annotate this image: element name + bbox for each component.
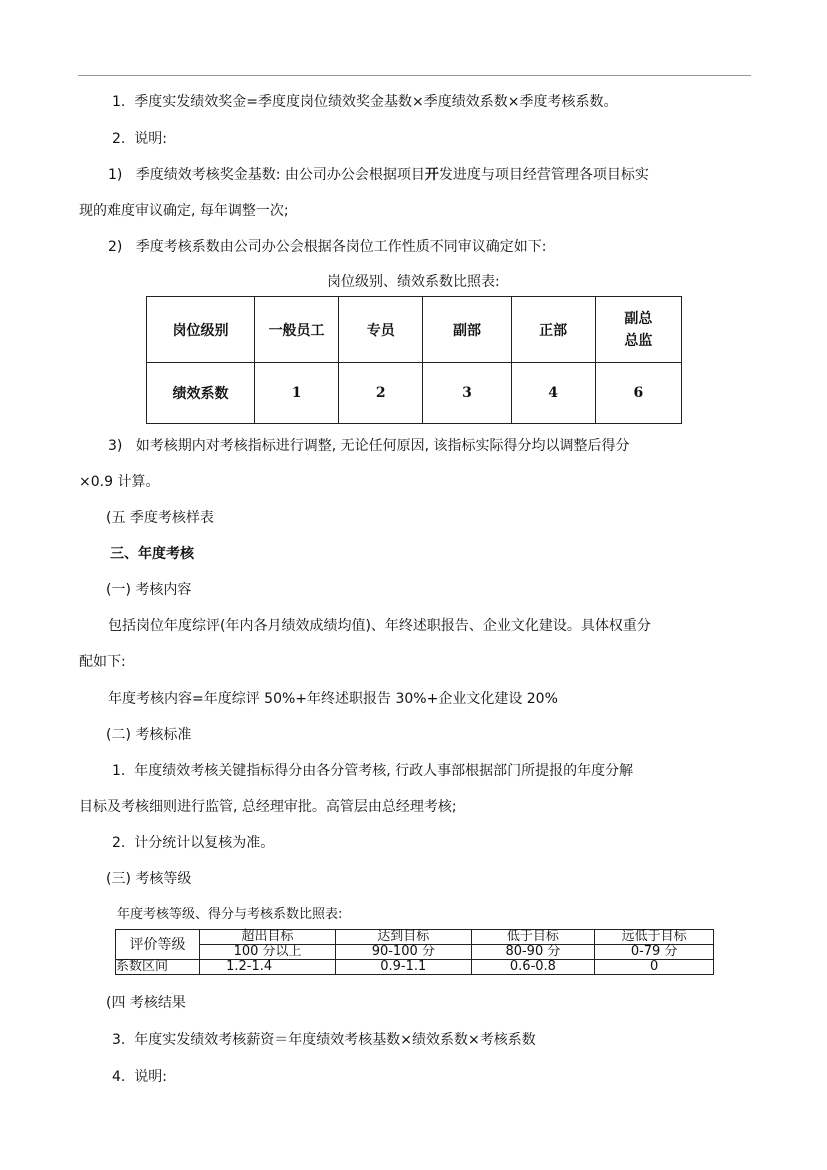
table-cell: 1 <box>254 363 338 424</box>
note-2: 2) 季度考核系数由公司办公会根据各岗位工作性质不同审议确定如下: <box>108 239 547 255</box>
note-1 <box>108 165 649 185</box>
table-cell: 专员 <box>339 297 423 363</box>
section-quarterly-sample: (五 季度考核样表 <box>106 510 214 526</box>
standard-2: 2. 计分统计以复核为准。 <box>112 835 275 851</box>
table-cell: 90-100 分 <box>336 945 472 960</box>
table-cell: 远低于目标 <box>595 930 714 945</box>
table-cell: 低于目标 <box>471 930 595 945</box>
table2-caption: 年度考核等级、得分与考核系数比照表: <box>117 907 343 922</box>
grade-coefficient-table <box>115 929 714 975</box>
table-cell: 4 <box>511 363 595 424</box>
note-3: 3) 如考核期内对考核指标进行调整, 无论任何原因, 该指标实际得分均以调整后得分 <box>108 438 630 454</box>
formula-annual-content: 年度考核内容=年度综评 50%+年终述职报告 30%+企业文化建设 20% <box>108 691 558 707</box>
note-1-part-c: 发进度与项目经营管理各项目标实 <box>438 167 649 183</box>
table-cell: 副部 <box>423 297 511 363</box>
note-1-part-a: 1) 季度绩效考核奖金基数: 由公司办公会根据项目 <box>108 167 425 183</box>
note-1-cont: 现的难度审议确定, 每年调整一次; <box>79 203 289 219</box>
table-cell: 达到目标 <box>336 930 472 945</box>
table-cell: 一般员工 <box>254 297 338 363</box>
table-cell: 评价等级 <box>116 930 200 960</box>
formula-quarterly: 1. 季度实发绩效奖金=季度度岗位绩效奖金基数×季度绩效系数×季度考核系数。 <box>112 94 618 110</box>
table-row <box>116 930 714 945</box>
table-cell: 2 <box>339 363 423 424</box>
table-cell: 0-79 分 <box>595 945 714 960</box>
section-annual-content: (一) 考核内容 <box>106 582 192 598</box>
annual-content-desc: 包括岗位年度综评(年内各月绩效成绩均值)、年终述职报告、企业文化建设。具体权重分 <box>108 618 651 634</box>
table-cell: 超出目标 <box>200 930 336 945</box>
formula-annual-pay: 3. 年度实发绩效考核薪资＝年度绩效考核基数×绩效系数×考核系数 <box>112 1032 536 1048</box>
standard-1: 1. 年度绩效考核关键指标得分由各分管考核, 行政人事部根据部门所提报的年度分解 <box>112 763 634 779</box>
section-annual-title: 三、年度考核 <box>110 546 194 562</box>
table-row <box>116 960 714 975</box>
table-cell: 80-90 分 <box>471 945 595 960</box>
note-heading: 2. 说明: <box>112 131 167 147</box>
table-cell: 副总 总监 <box>595 297 681 363</box>
table-row <box>147 363 682 424</box>
table-cell: 0.9-1.1 <box>336 960 472 975</box>
table1-caption: 岗位级别、绩效系数比照表: <box>327 274 500 290</box>
table-cell: 6 <box>595 363 681 424</box>
table-cell: 系数区间 <box>116 960 200 975</box>
note-3-cont: ×0.9 计算。 <box>79 474 160 490</box>
table-cell: 3 <box>423 363 511 424</box>
table-row <box>116 945 714 960</box>
table-cell: 绩效系数 <box>147 363 255 424</box>
section-annual-result: (四 考核结果 <box>106 995 186 1011</box>
table-row <box>147 297 682 363</box>
note-heading-annual: 4. 说明: <box>112 1069 167 1085</box>
table-cell: 0 <box>595 960 714 975</box>
note-1-bold: 开 <box>424 167 439 183</box>
section-annual-standard: (二) 考核标准 <box>106 727 192 743</box>
table-cell: 0.6-0.8 <box>471 960 595 975</box>
annual-content-desc-cont: 配如下: <box>79 654 126 670</box>
table-cell: 100 分以上 <box>200 945 336 960</box>
table-cell: 1.2-1.4 <box>200 960 336 975</box>
header-rule <box>78 75 751 76</box>
standard-1-cont: 目标及考核细则进行监管, 总经理审批。高管层由总经理考核; <box>79 799 457 815</box>
section-annual-grade: (三) 考核等级 <box>106 871 192 887</box>
position-coefficient-table <box>146 296 682 424</box>
table-cell: 正部 <box>511 297 595 363</box>
table-cell: 岗位级别 <box>147 297 255 363</box>
